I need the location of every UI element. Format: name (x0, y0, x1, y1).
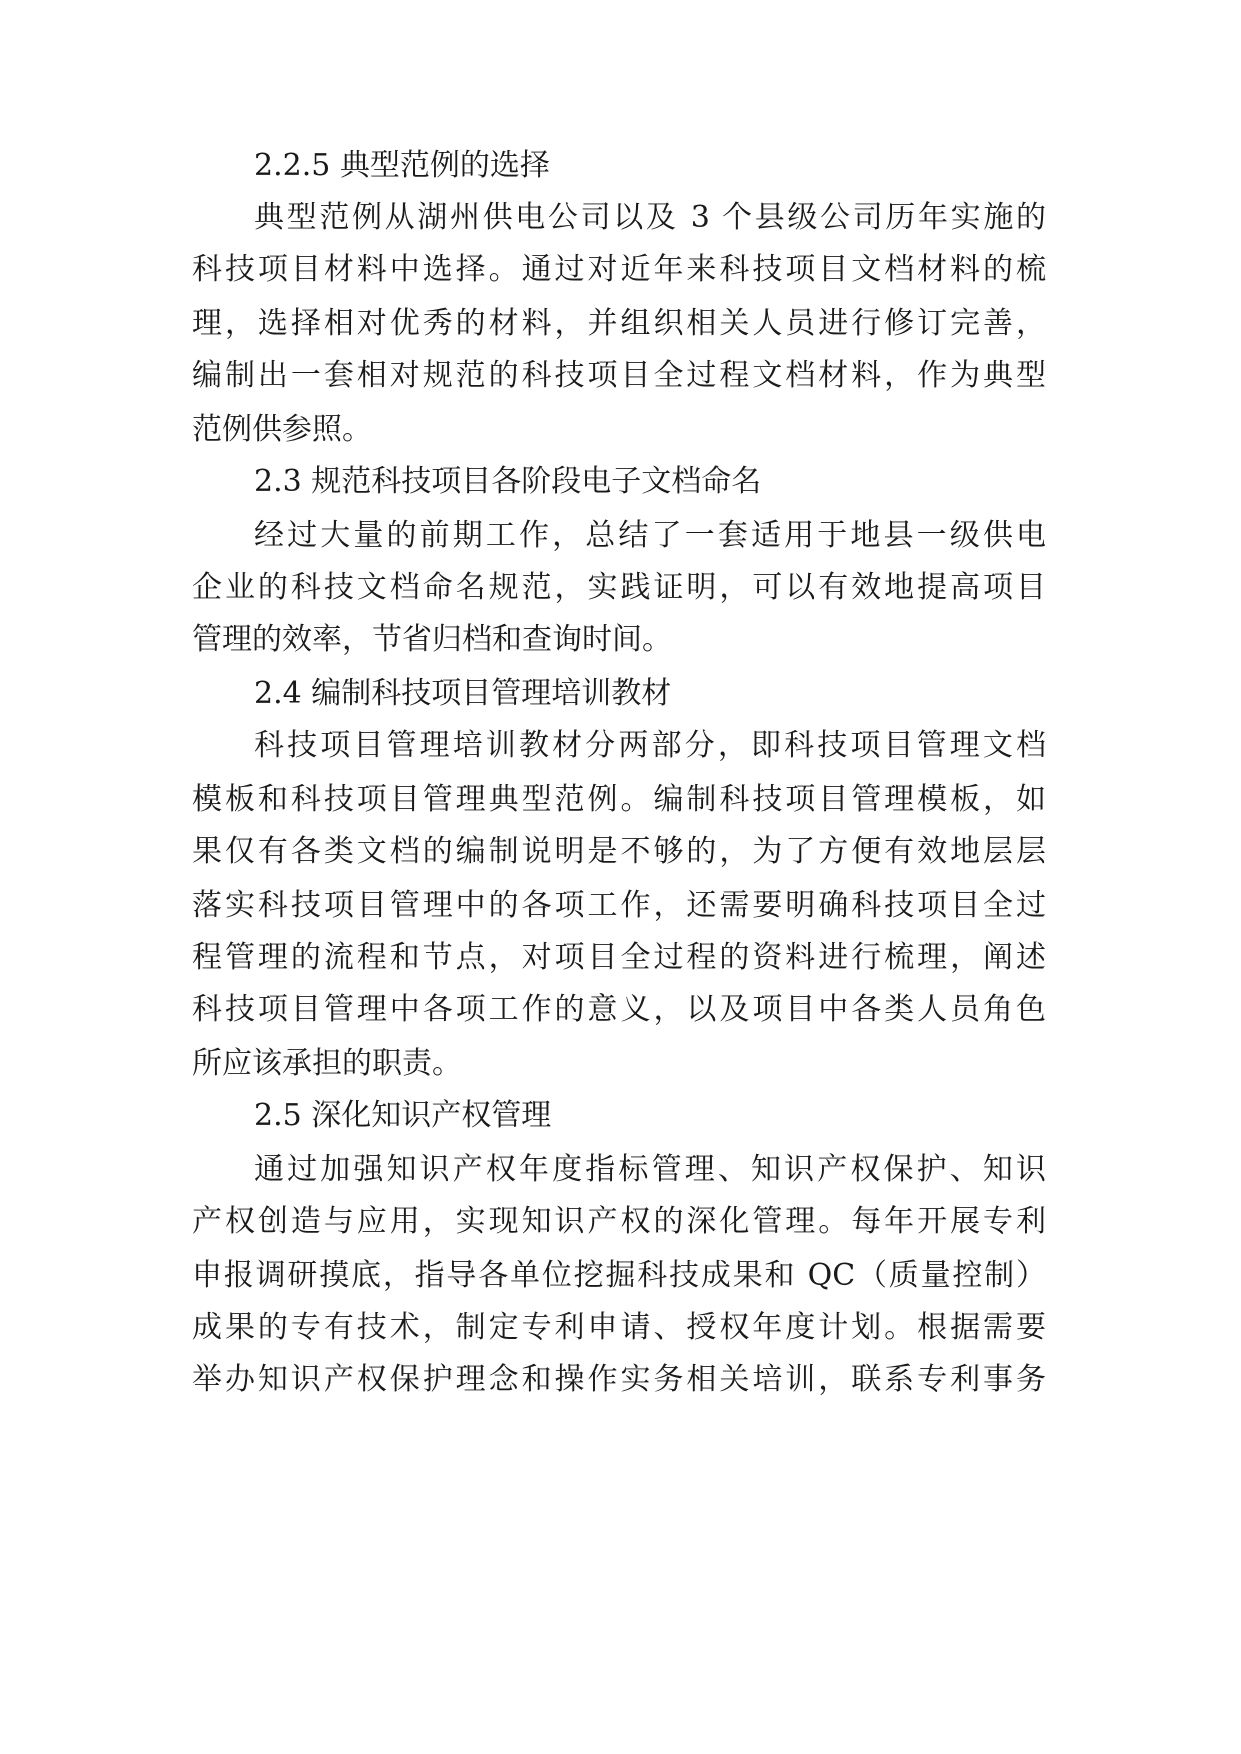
paragraph-line (192, 1360, 1046, 1400)
text-line: 理，选择相对优秀的材料，并组织相关人员进行修订完善， (192, 306, 1046, 341)
text-line: 科技项目管理中各项工作的意义，以及项目中各类人员角色 (192, 992, 1046, 1027)
paragraph-line (192, 938, 1046, 978)
text-line: 产权创造与应用，实现知识产权的深化管理。每年开展专利 (192, 1204, 1046, 1239)
paragraph-line (192, 568, 1046, 608)
paragraph-line (192, 1308, 1046, 1348)
paragraph-line: 范例供参照。 (192, 412, 372, 447)
paragraph-line (192, 886, 1046, 926)
section-heading-2-2-5: 2.2.5 典型范例的选择 (254, 148, 550, 183)
paragraph-line (254, 516, 1046, 556)
paragraph-line (192, 356, 1046, 396)
section-heading-2-4: 2.4 编制科技项目管理培训教材 (254, 676, 672, 711)
text-line: 果仅有各类文档的编制说明是不够的，为了方便有效地层层 (192, 834, 1046, 869)
text-line: 程管理的流程和节点，对项目全过程的资料进行梳理，阐述 (192, 940, 1046, 975)
section-heading-2-5: 2.5 深化知识产权管理 (254, 1098, 552, 1133)
paragraph-line (254, 1150, 1046, 1190)
text-line: 申报调研摸底，指导各单位挖掘科技成果和 QC（质量控制） (192, 1258, 1046, 1293)
paragraph-line (192, 250, 1046, 290)
section-heading-2-3: 2.3 规范科技项目各阶段电子文档命名 (254, 464, 762, 499)
paragraph-line (192, 1202, 1046, 1242)
paragraph-line: 所应该承担的职责。 (192, 1046, 462, 1081)
text-line: 企业的科技文档命名规范，实践证明，可以有效地提高项目 (192, 570, 1046, 605)
paragraph-line (192, 304, 1046, 344)
text-line: 模板和科技项目管理典型范例。编制科技项目管理模板，如 (192, 782, 1046, 817)
text-line: 科技项目材料中选择。通过对近年来科技项目文档材料的梳 (192, 252, 1046, 287)
paragraph-line (192, 1256, 1046, 1296)
text-line: 典型范例从湖州供电公司以及 3 个县级公司历年实施的 (254, 200, 1046, 235)
text-line: 举办知识产权保护理念和操作实务相关培训，联系专利事务 (192, 1362, 1046, 1397)
paragraph-line (254, 198, 1046, 238)
text-line: 落实科技项目管理中的各项工作，还需要明确科技项目全过 (192, 888, 1046, 923)
text-line: 经过大量的前期工作，总结了一套适用于地县一级供电 (254, 518, 1046, 553)
paragraph-line (254, 726, 1046, 766)
paragraph-line (192, 780, 1046, 820)
text-line: 通过加强知识产权年度指标管理、知识产权保护、知识 (254, 1152, 1046, 1187)
text-line: 成果的专有技术，制定专利申请、授权年度计划。根据需要 (192, 1310, 1046, 1345)
paragraph-line (192, 990, 1046, 1030)
text-line: 编制出一套相对规范的科技项目全过程文档材料，作为典型 (192, 358, 1046, 393)
paragraph-line (192, 832, 1046, 872)
paragraph-line: 管理的效率，节省归档和查询时间。 (192, 622, 672, 657)
text-line: 科技项目管理培训教材分两部分，即科技项目管理文档 (254, 728, 1046, 763)
